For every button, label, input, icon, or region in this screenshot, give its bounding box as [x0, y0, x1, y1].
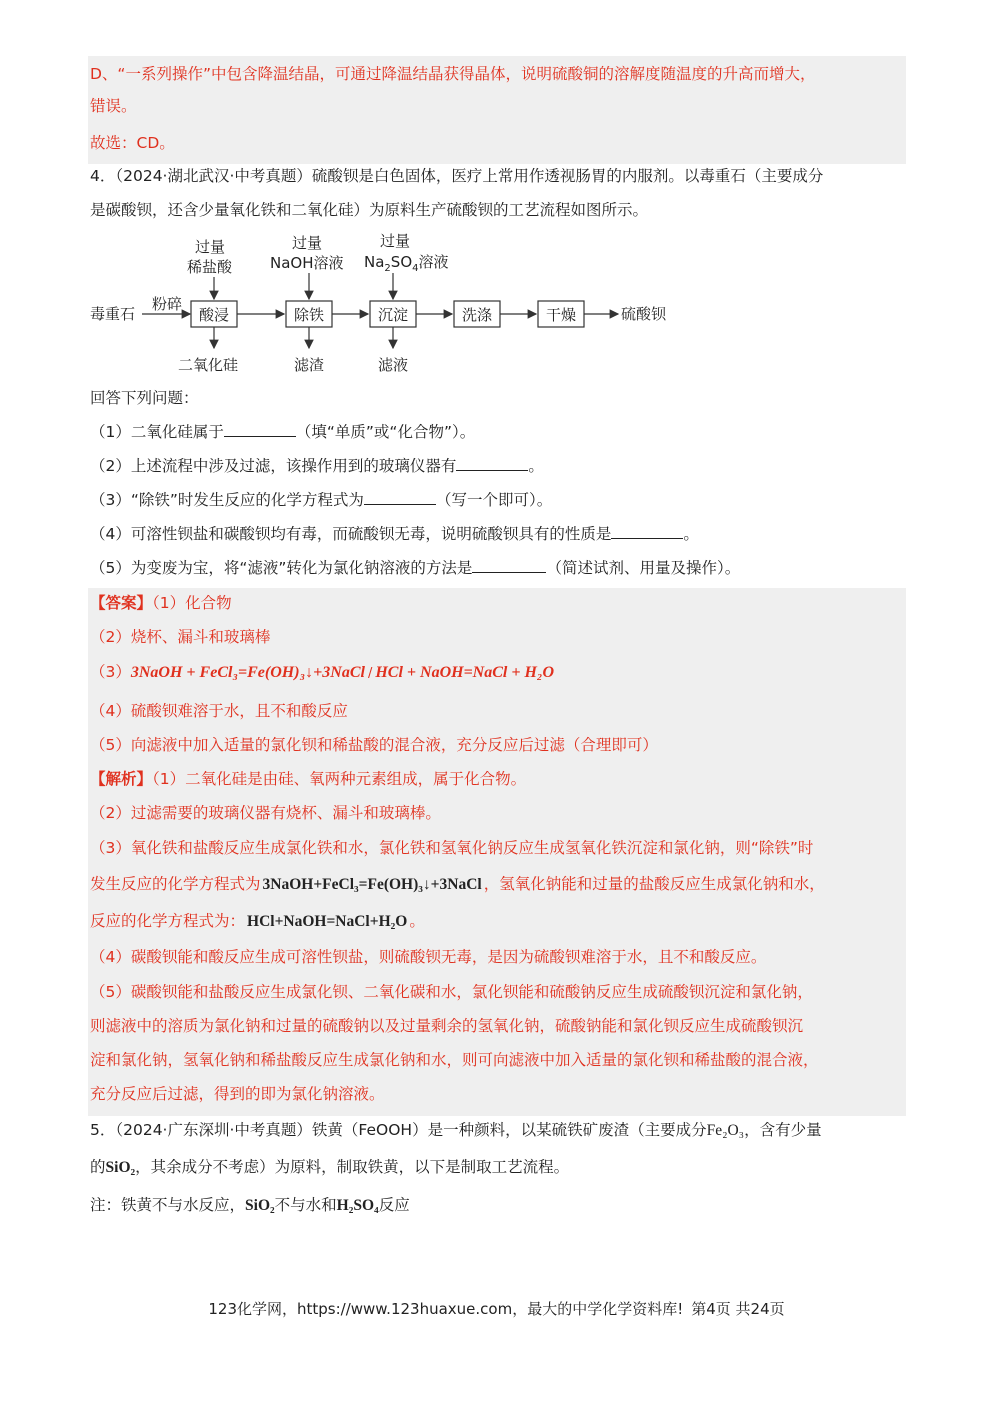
q4-sub1-text: （1）二氧化硅属于: [90, 423, 224, 441]
flow-add1-b: 稀盐酸: [187, 258, 233, 276]
flow-add2-a: 过量: [292, 234, 323, 252]
analysis-4: （4）碳酸钡能和酸反应生成可溶性钡盐，则硫酸钡无毒，是因为硫酸钡难溶于水，且不和酸反应。: [90, 948, 767, 966]
prev-option-d-line1: D、“一系列操作”中包含降温结晶，可通过降温结晶获得晶体，说明硫酸铜的溶解度随温度的升高而增大，: [90, 65, 816, 83]
flow-step-label: 沉淀: [378, 306, 409, 324]
analysis-3-line3-tail: 。: [409, 912, 425, 930]
q5-stem-text: 5．（2024·广东深圳·中考真题）铁黄（FeOOH）是一种颜料，以某硫铁矿废渣（主要成分: [90, 1121, 707, 1139]
flow-crush: 粉碎: [152, 295, 183, 313]
q4-sub4: [90, 524, 699, 544]
answer-blank[interactable]: [364, 490, 436, 505]
flow-step-label: 干燥: [546, 306, 577, 324]
flow-add3-a: 过量: [380, 232, 411, 250]
q5-stem-line2-tail: ，其余成分不考虑）为原料，制取铁黄，以下是制取工艺流程。: [135, 1158, 570, 1176]
answer-blank[interactable]: [611, 524, 683, 539]
flow-step-wash: [454, 301, 500, 327]
page-footer: [0, 1298, 993, 1319]
q4-sub3-tail: （写一个即可）。: [435, 491, 553, 509]
analysis-5-line4: 充分反应后过滤，得到的即为氯化钠溶液。: [90, 1085, 385, 1103]
q4-sub5-text: （5）为变废为宝，将“滤液”转化为氯化钠溶液的方法是: [90, 559, 473, 577]
footer-page-number: 第4页 共24页: [691, 1300, 785, 1318]
flow-step-label: 洗涤: [462, 306, 493, 324]
q4-stem-line1: 4．（2024·湖北武汉·中考真题）硫酸钡是白色固体，医疗上常用作透视肠胃的内服剂。以毒重石（主要成分: [90, 167, 824, 185]
analysis-3-line1: （3）氧化铁和盐酸反应生成氯化铁和水，氯化铁和氢氧化钠反应生成氢氧化铁沉淀和氯化钠，则“除铁”时: [90, 839, 814, 857]
flow-step-precipitate: [370, 301, 416, 327]
flow-out1: 二氧化硅: [178, 356, 239, 374]
q5-stem-line1: [90, 1120, 822, 1141]
answer-3: [90, 662, 554, 684]
answer-3-separator: /: [367, 666, 373, 681]
footer-site[interactable]: 123化学网，https://www.123huaxue.com，最大的中学化学资料库!: [208, 1300, 684, 1318]
q4-sub2: [90, 456, 544, 476]
flow-add1-a: 过量: [195, 238, 226, 256]
flow-product: 硫酸钡: [621, 305, 667, 323]
analysis-3-equation-2: HCl+NaOH=NaCl+H₂O: [247, 913, 408, 930]
flow-add2-b: NaOH溶液: [270, 254, 344, 272]
analysis-5-line1: （5）碳酸钡能和盐酸反应生成氯化钡、二氧化碳和水，氯化钡能和硫酸钠反应生成硫酸钡沉淀和氯化钠，: [90, 983, 813, 1001]
flow-start: 毒重石: [90, 305, 136, 323]
q4-sub3-text: （3）“除铁”时发生反应的化学方程式为: [90, 491, 364, 509]
analysis-3-line2-tail: ，氢氧化钠能和过量的盐酸反应生成氯化钠和水，: [483, 875, 825, 893]
flow-step-iron: [286, 301, 332, 327]
answer-3-equation-2: HCl + NaOH=NaCl + H₂O: [375, 664, 555, 681]
q5-stem-line2-text: 的: [90, 1158, 106, 1176]
answer-blank[interactable]: [224, 422, 296, 437]
q5-note-formula-sio2: SiO₂: [245, 1197, 275, 1214]
analysis-1: （1）二氧化硅是由硅、氧两种元素组成，属于化合物。: [152, 770, 527, 788]
answer-blank[interactable]: [472, 558, 546, 573]
prev-choice: 故选：CD。: [90, 134, 175, 152]
analysis-3-line3: [90, 911, 425, 932]
answer-blank[interactable]: [456, 456, 528, 471]
q5-note-formula-h2so4: H₂SO₄: [336, 1197, 379, 1214]
answer-5: （5）向滤液中加入适量的氯化钡和稀盐酸的混合液，充分反应后过滤（合理即可）: [90, 736, 658, 754]
answer-line1: [90, 593, 232, 613]
q5-note-tail: 反应: [378, 1196, 410, 1214]
analysis-3-line2-text: 发生反应的化学方程式为: [90, 875, 261, 893]
flow-step-label: 除铁: [294, 306, 325, 324]
analysis-5-line2: 则滤液中的溶质为氯化钠和过量的硫酸钠以及过量剩余的氢氧化钠，硫酸钠能和氯化钡反应生成硫酸钡沉: [90, 1017, 804, 1035]
q4-sub1-tail: （填“单质”或“化合物”）。: [295, 423, 476, 441]
q4-sub4-tail: 。: [683, 525, 699, 543]
q5-stem-line2: [90, 1157, 569, 1178]
q4-sub1: [90, 422, 475, 442]
flow-step-acid: [191, 301, 237, 327]
q5-stem-tail: ，含有少量: [744, 1121, 822, 1139]
q5-formula-fe2o3: Fe₂O₃: [706, 1122, 745, 1139]
flow-out3: 滤液: [378, 356, 409, 374]
answer-3-equation-1: 3NaOH + FeCl₃=Fe(OH)₃↓+3NaCl: [130, 664, 365, 681]
flow-step-dry: [538, 301, 584, 327]
flow-out2: 滤渣: [294, 356, 325, 374]
analysis-5-line3: 淀和氯化钠，氢氧化钠和稀盐酸反应生成氯化钠和水，则可向滤液中加入适量的氯化钡和稀盐酸的混合液，: [90, 1051, 819, 1069]
analysis-2: （2）过滤需要的玻璃仪器有烧杯、漏斗和玻璃棒。: [90, 804, 441, 822]
analysis-3-equation-1: 3NaOH+FeCl₃=Fe(OH)₃↓+3NaCl: [262, 876, 482, 893]
q5-note-mid: 不与水和: [274, 1196, 337, 1214]
q4-sub3: [90, 490, 552, 510]
prev-option-d-line2: 错误。: [90, 97, 137, 115]
q5-formula-sio2: SiO₂: [105, 1159, 136, 1176]
q4-stem-line2: 是碳酸钡，还含少量氧化铁和二氧化硅）为原料生产硫酸钡的工艺流程如图所示。: [90, 201, 649, 219]
q5-note: [90, 1195, 410, 1216]
process-flowchart: [88, 230, 688, 382]
answer-1: （1）化合物: [152, 594, 232, 612]
q5-note-text: 注：铁黄不与水反应，: [90, 1196, 246, 1214]
analysis-3-line3-text: 反应的化学方程式为：: [90, 912, 246, 930]
answer-3-prefix: （3）: [90, 663, 131, 681]
answer-4: （4）硫酸钡难溶于水，且不和酸反应: [90, 702, 348, 720]
analysis-line1: [90, 769, 526, 789]
q4-sub2-text: （2）上述流程中涉及过滤，该操作用到的玻璃仪器有: [90, 457, 457, 475]
flow-step-label: 酸浸: [199, 306, 230, 324]
flow-add3-b: $Na_2SO_4$溶液: [364, 253, 449, 274]
answer-2: （2）烧杯、漏斗和玻璃棒: [90, 628, 271, 646]
q4-sub5: [90, 558, 740, 578]
answer-tag: 【答案】: [90, 594, 153, 612]
analysis-3-line2: [90, 874, 825, 895]
q4-sub2-tail: 。: [528, 457, 544, 475]
q4-sub4-text: （4）可溶性钡盐和碳酸钡均有毒，而硫酸钡无毒，说明硫酸钡具有的性质是: [90, 525, 612, 543]
q4-prompt: 回答下列问题：: [90, 389, 199, 407]
analysis-tag: 【解析】: [90, 770, 153, 788]
q4-sub5-tail: （简述试剂、用量及操作）。: [546, 559, 741, 577]
